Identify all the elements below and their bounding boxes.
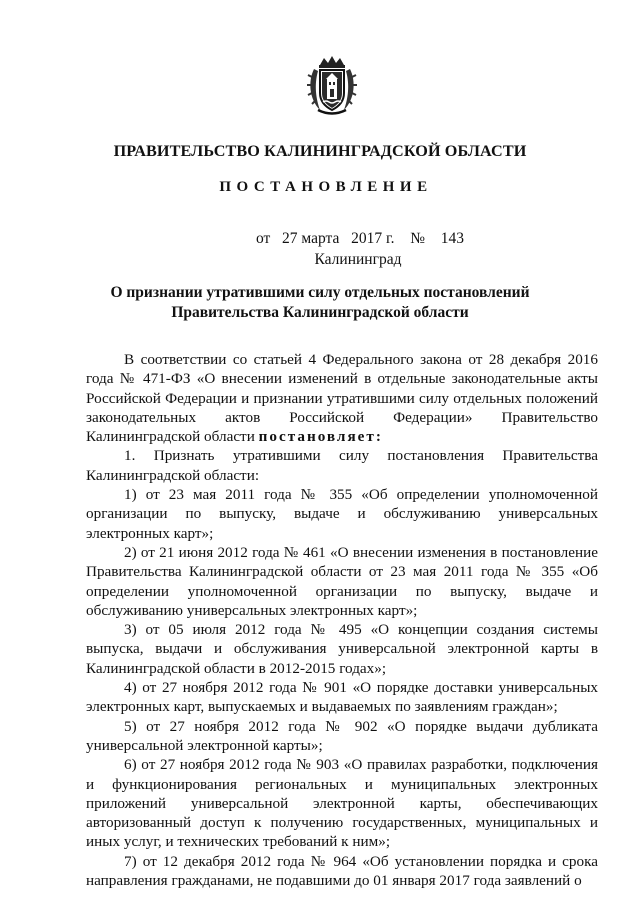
list-item: 6) от 27 ноября 2012 года № 903 «О правилах разработки, подключения и функционирования региональных и муниципальных электронных приложений универсальной электронной карты, обеспечивающих авторизованный доступ к получению государственных, муниципальных и иных услуг, и технических требований к ним»; xyxy=(86,756,598,851)
document-body xyxy=(86,350,598,890)
intro-text: В соответствии со статьей 4 Федерального закона от 28 декабря 2016 года № 471-ФЗ «О внесении изменений в отдельные законодательные акты Российской Федерации и признании утратившими силу отдельных положений законодательных актов Российской Федерации» Правительство Калининградской области xyxy=(86,351,598,446)
organization-title: ПРАВИТЕЛЬСТВО КАЛИНИНГРАДСКОЙ ОБЛАСТИ xyxy=(113,142,527,160)
list-item: 7) от 12 декабря 2012 года № 964 «Об установлении порядка и срока направления гражданами, не подавшими до 01 января 2017 года заявлений о xyxy=(86,852,598,890)
list-item: 4) от 27 ноября 2012 года № 901 «О порядке доставки универсальных электронных карт, выпускаемых и выдаваемых по заявлениям граждан»; xyxy=(86,679,598,716)
document-date: 27 марта xyxy=(282,230,340,247)
subject-line-1: О признании утратившими силу отдельных постановлений xyxy=(110,284,530,301)
intro-paragraph xyxy=(86,350,598,446)
list-item: 2) от 21 июня 2012 года № 461 «О внесении изменения в постановление Правительства Калининградской области от 23 мая 2011 года № 355 «Об определении уполномоченной организации по выпуску, выдаче и обслуживанию универсальных электронных карт»; xyxy=(86,543,598,619)
date-prefix: от xyxy=(255,230,271,247)
list-item: 1) от 23 мая 2011 года № 355 «Об определении уполномоченной организации по выпуску, выдаче и обслуживанию универсальных электронных карт»; xyxy=(86,486,598,542)
document-type-heading: ПОСТАНОВЛЕНИЕ xyxy=(219,179,433,195)
document-year: 2017 г. xyxy=(351,230,395,247)
document-number: 143 xyxy=(440,230,465,247)
number-sign: № xyxy=(410,230,426,247)
item-1-paragraph: 1. Признать утратившими силу постановления Правительства Калининградской области: xyxy=(86,447,598,484)
document-city: Калининград xyxy=(314,251,402,268)
document-subject xyxy=(0,283,640,323)
document-date-line xyxy=(0,230,640,248)
coat-of-arms-emblem xyxy=(306,55,358,117)
subject-line-2: Правительства Калининградской области xyxy=(171,304,469,321)
list-item: 3) от 05 июля 2012 года № 495 «О концепции создания системы выпуска, выдачи и обслуживания универсальной электронной карты в Калининградской области в 2012-2015 годах»; xyxy=(86,621,598,677)
resolves-keyword: постановляет: xyxy=(258,428,383,446)
list-item: 5) от 27 ноября 2012 года № 902 «О порядке выдачи дубликата универсальной электронной карты»; xyxy=(86,717,598,754)
